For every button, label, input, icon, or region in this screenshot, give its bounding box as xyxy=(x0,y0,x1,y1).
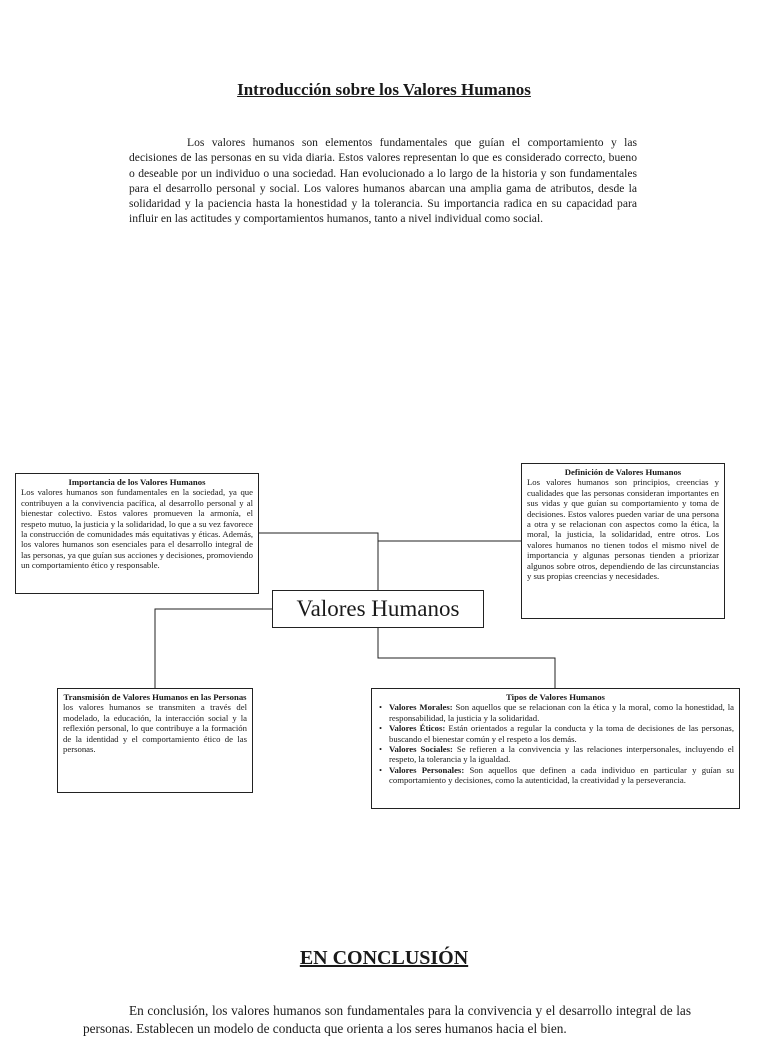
tipos-item-label: Valores Personales: xyxy=(389,764,465,775)
box-importancia-text: Los valores humanos son fundamentales en la sociedad, ya que contribuyen a la convivencia pacífica, al desarrollo personal y al bienestar colectivo. Estos valores promueven la armonía, el respeto mutuo, la justicia y la solidaridad, lo que a su vez favorece la construcción de comunidades más equitativas y éticas. Además, los valores humanos son esenciales para el desarrollo integral de las personas, ya que guían sus acciones y decisiones, promoviendo un comportamiento ético y responsable. xyxy=(21,487,253,571)
tipos-item-label: Valores Sociales: xyxy=(389,744,453,755)
box-transmision-title: Transmisión de Valores Humanos en las Personas xyxy=(63,692,247,702)
conclusion-title: EN CONCLUSIÓN xyxy=(299,947,469,969)
tipos-item xyxy=(389,702,734,723)
box-importancia xyxy=(15,473,259,594)
tipos-list xyxy=(377,702,734,785)
box-tipos-title: Tipos de Valores Humanos xyxy=(506,692,605,702)
tipos-item-text: Están orientados a regular la conducta y la toma de decisiones de las personas, buscando el bienestar común y el respeto a los demás. xyxy=(389,723,734,744)
box-definicion-text: Los valores humanos son principios, creencias y cualidades que las personas consideran importantes en sus vidas y que guían su comportamiento y toma de decisiones. Estos valores pueden variar de una persona a otra y se relacionan con aspectos como la ética, la moral, la justicia, la solidaridad, entre otros. Los valores humanos no tienen todos el mismo nivel de importancia y algunas personas tienden a priorizar algunos sobre otros, dependiendo de las circunstancias y sus propias creencias y necesidades. xyxy=(527,477,719,582)
tipos-item-label: Valores Éticos: xyxy=(389,723,446,734)
box-transmision xyxy=(57,688,253,793)
box-transmision-text: los valores humanos se transmiten a través del modelado, la educación, la interacción social y la reflexión personal, lo que contribuye a la formación de la identidad y el comportamiento ético de las personas. xyxy=(63,702,247,755)
tipos-item xyxy=(389,765,734,786)
conclusion-paragraph: En conclusión, los valores humanos son fundamentales para la convivencia y el desarrollo integral de las personas. Establecen un modelo de conducta que orienta a los seres humanos hacia el bien. xyxy=(83,1003,691,1036)
tipos-item-text: Se refieren a la convivencia y las relaciones interpersonales, incluyendo el respeto, la tolerancia y la igualdad. xyxy=(389,744,734,765)
connector-importancia xyxy=(259,533,378,590)
box-definicion-title: Definición de Valores Humanos xyxy=(564,467,682,477)
tipos-item xyxy=(389,744,734,765)
connector-definicion xyxy=(378,541,521,590)
box-importancia-title: Importancia de los Valores Humanos xyxy=(68,477,206,487)
center-node xyxy=(272,590,484,628)
page-title: Introducción sobre los Valores Humanos xyxy=(237,80,531,99)
tipos-item-text: Son aquellos que definen a cada individuo en particular y guían su comportamiento y decisiones, como la autenticidad, la creatividad y la perseverancia. xyxy=(389,764,734,786)
center-node-label: Valores Humanos xyxy=(296,596,460,621)
box-definicion xyxy=(521,463,725,619)
box-tipos xyxy=(371,688,740,809)
tipos-item-label: Valores Morales: xyxy=(389,702,453,713)
connector-transmision xyxy=(155,609,272,688)
connector-tipos xyxy=(378,628,555,688)
tipos-item xyxy=(389,723,734,744)
tipos-item-text: Son aquellos que se relacionan con la ética y la moral, como la honestidad, la responsabilidad, la justicia y la solidaridad. xyxy=(389,702,734,723)
intro-paragraph: Los valores humanos son elementos fundamentales que guían el comportamiento y las decisiones de las personas en su vida diaria. Estos valores representan lo que es considerado correcto, bueno o deseable por un individuo o una sociedad. Han evolucionado a lo largo de la historia y son fundamentales para el desarrollo personal y social. Los valores humanos abarcan una amplia gama de atributos, desde la solidaridad y la paciencia hasta la honestidad y la tolerancia. Su importancia radica en su capacidad para influir en las actitudes y comportamientos humanos, tanto a nivel individual como social. xyxy=(129,136,637,226)
